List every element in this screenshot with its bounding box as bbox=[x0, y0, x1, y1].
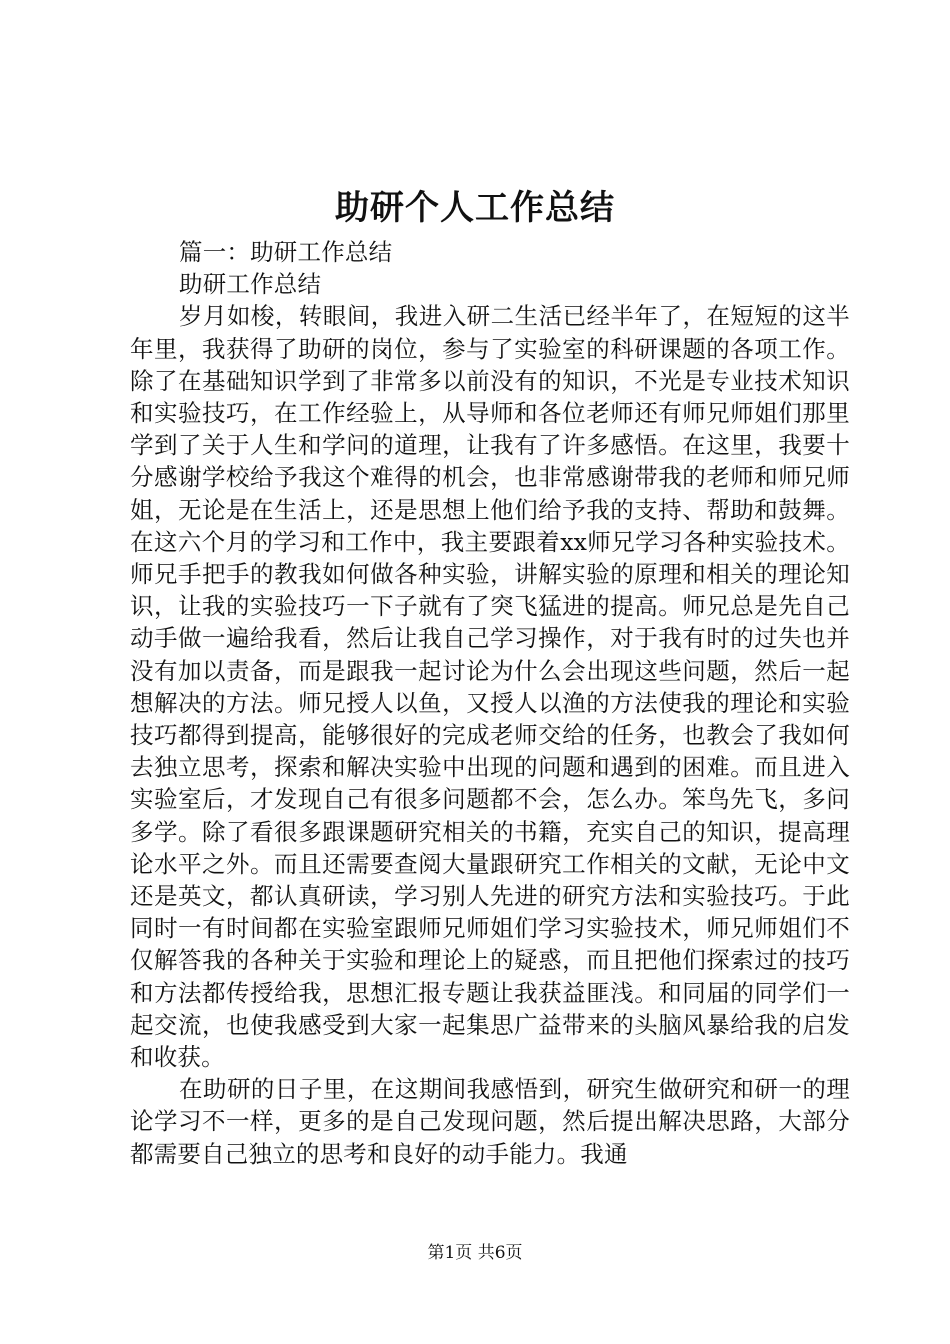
body-paragraph-1: 岁月如梭，转眼间，我进入研二生活已经半年了，在短短的这半年里，我获得了助研的岗位，参与了实验室的科研课题的各项工作。除了在基础知识学到了非常多以前没有的知识，不光是专业技术知识和实验技巧，在工作经验上，从导师和各位老师还有师兄师姐们那里学到了关于人生和学问的道理，让我有了许多感悟。在这里，我要十分感谢学校给予我这个难得的机会，也非常感谢带我的老师和师兄师姐，无论是在生活上，还是思想上他们给予我的支持、帮助和鼓舞。在这六个月的学习和工作中，我主要跟着xx师兄学习各种实验技术。师兄手把手的教我如何做各种实验，讲解实验的原理和相关的理论知识，让我的实验技巧一下子就有了突飞猛进的提高。师兄总是先自己动手做一遍给我看，然后让我自己学习操作，对于我有时的过失也并没有加以责备，而是跟我一起讨论为什么会出现这些问题，然后一起想解决的方法。师兄授人以鱼，又授人以渔的方法使我的理论和实验技巧都得到提高，能够很好的完成老师交给的任务，也教会了我如何去独立思考，探索和解决实验中出现的问题和遇到的困难。而且进入实验室后，才发现自己有很多问题都不会，怎么办。笨鸟先飞，多问多学。除了看很多跟课题研究相关的书籍，充实自己的知识，提高理论水平之外。而且还需要查阅大量跟研究工作相关的文献，无论中文还是英文，都认真研读，学习别人先进的研究方法和实验技巧。于此同时一有时间都在实验室跟师兄师姐们学习实验技术，师兄师姐们不仅解答我的各种关于实验和理论上的疑惑，而且把他们探索过的技巧和方法都传授给我，思想汇报专题让我获益匪浅。和同届的同学们一起交流，也使我感受到大家一起集思广益带来的头脑风暴给我的启发和收获。 bbox=[130, 302, 850, 1072]
document-title: 助研个人工作总结 bbox=[335, 188, 615, 228]
subsection-heading: 助研工作总结 bbox=[179, 270, 322, 299]
page-number-footer: 第1页 共6页 bbox=[427, 1243, 523, 1263]
section-heading: 篇一：助研工作总结 bbox=[179, 238, 393, 266]
body-paragraph-2: 在助研的日子里，在这期间我感悟到，研究生做研究和研一的理论学习不一样，更多的是自己发现问题，然后提出解决思路，大部分都需要自己独立的思考和良好的动手能力。我通 bbox=[130, 1075, 850, 1168]
document-body bbox=[130, 236, 850, 1170]
